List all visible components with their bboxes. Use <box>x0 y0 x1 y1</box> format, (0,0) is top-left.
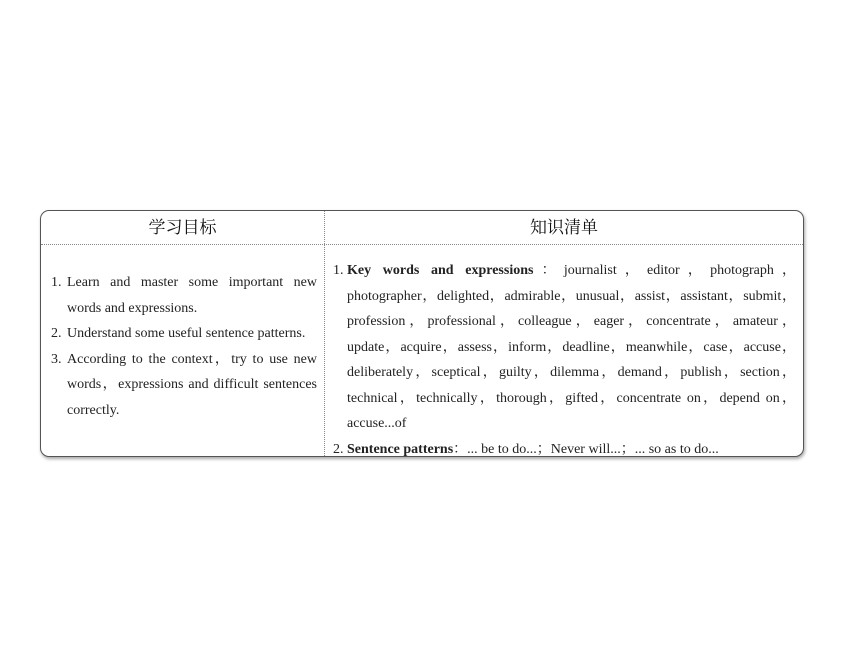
column-divider <box>324 211 325 456</box>
label-separator: ： <box>533 263 564 278</box>
knowledge-item-key-words <box>333 258 796 437</box>
objectives-knowledge-table <box>40 210 804 457</box>
knowledge-label: Key words and expressions <box>347 263 534 278</box>
knowledge-number: 2. <box>333 441 344 457</box>
sentence-patterns-text: ... be to do...；Never will...；... so as to do... <box>467 441 719 457</box>
label-separator: ： <box>453 441 468 457</box>
objective-text: According to the context，try to use new words，expressions and difficult sentences correctly. <box>67 351 317 418</box>
knowledge-number: 1. <box>333 263 344 278</box>
objective-item <box>51 270 317 321</box>
objective-number: 2. <box>51 326 62 341</box>
knowledge-item-sentence-patterns <box>333 437 796 463</box>
knowledge-list-header: 知识清单 <box>530 218 598 238</box>
objective-text: Understand some useful sentence patterns. <box>67 326 306 341</box>
header-divider <box>41 244 803 245</box>
knowledge-label: Sentence patterns <box>347 441 454 457</box>
objectives-list <box>51 270 317 423</box>
learning-objectives-header: 学习目标 <box>148 218 217 238</box>
knowledge-list <box>333 258 796 462</box>
objective-number: 3. <box>51 351 62 367</box>
objective-item <box>51 347 317 424</box>
objective-number: 1. <box>51 275 62 290</box>
key-words-text: journalist，editor，photograph，photographer，delighted，admirable，unusual，assist，assistant，submit，profession，professional，colleague，eager，concentrate，amateur，update，acquire，assess，inform，deadline，meanwhile，case，accuse，deliberately，sceptical，guilty，dilemma，demand，publish，section，technical，technically，thorough，gifted，concentrate on，depend on，accuse...of <box>347 263 797 431</box>
objective-item <box>51 321 317 347</box>
objective-text: Learn and master some important new words and expressions. <box>67 275 317 316</box>
